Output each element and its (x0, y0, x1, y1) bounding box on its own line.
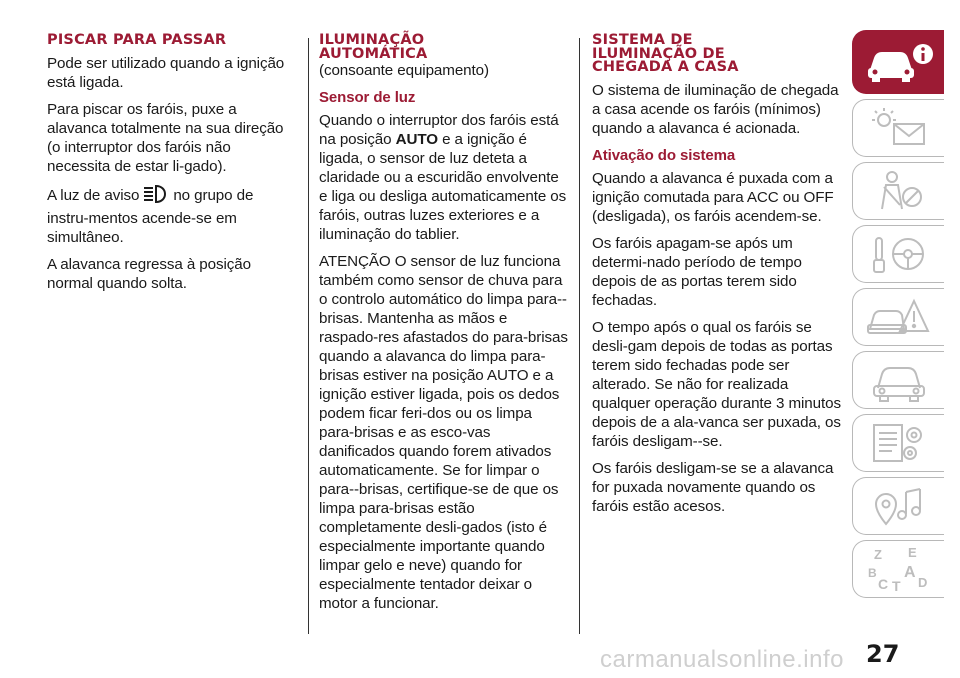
subsection-title: Ativação do sistema (592, 146, 736, 164)
alphabetical-index-icon (864, 545, 934, 593)
paragraph: Os faróis desligam-se se a alavanca for puxada novamente quando os faróis estão acesos. (592, 459, 834, 515)
column-auto-lighting (319, 34, 569, 621)
page-number: 27 (866, 640, 900, 668)
column-divider (308, 38, 309, 634)
equipment-note: (consoante equipamento) (319, 62, 489, 79)
tab-multimedia[interactable] (852, 477, 944, 535)
chapter-tabs (852, 30, 944, 603)
multimedia-icon (864, 484, 934, 528)
svg-text:Z: Z (873, 547, 882, 562)
seatbelt-airbag-icon (864, 169, 934, 213)
car-info-icon (864, 40, 934, 84)
tab-index[interactable] (852, 540, 944, 598)
column-passing-flash (47, 34, 297, 301)
car-maintenance-icon (864, 358, 934, 402)
text-span: Quando o interruptor dos faróis está na posição (319, 112, 559, 148)
text-span: no grupo de instru-mentos acende-se em simultâneo. (47, 186, 254, 246)
text-span: e a ignição é ligada, o sensor de luz deteta a claridade ou a escuridão envolvente e liga ou desliga automaticamente os faróis, outras luzes exteriores e a iluminação do tablier. (319, 131, 567, 243)
specs-gears-icon (864, 421, 934, 465)
svg-text:B: B (867, 566, 877, 580)
tab-technical-data[interactable] (852, 414, 944, 472)
paragraph: O sistema de iluminação de chegada a casa acende os faróis (mínimos) quando a alavanca é acionada. (592, 81, 839, 137)
warning-lights-icon (864, 106, 934, 150)
svg-text:C: C (877, 576, 888, 592)
section-title: PISCAR PARA PASSAR (47, 32, 227, 48)
paragraph: Quando a alavanca é puxada com a ignição comutada para ACC ou OFF (desligada), os faróis acendem-se. (592, 169, 834, 225)
paragraph: Para piscar os faróis, puxe a alavanca totalmente na sua direção (o interruptor dos faróis não necessita de estar li-gado). (47, 100, 284, 175)
auto-keyword: AUTO (395, 131, 438, 148)
paragraph: Os faróis apagam-se após um determi-nado período de tempo depois de as portas terem sido fechadas. (592, 234, 802, 309)
section-title: ILUMINAÇÃO AUTOMÁTICA (319, 32, 428, 62)
tab-warning-lights[interactable] (852, 99, 944, 157)
paragraph (319, 111, 569, 244)
subsection-title: Sensor de luz (319, 89, 416, 106)
svg-text:E: E (907, 545, 917, 560)
tab-starting-driving[interactable] (852, 225, 944, 283)
tab-maintenance[interactable] (852, 351, 944, 409)
text-span: A luz de aviso (47, 186, 140, 204)
tab-safety[interactable] (852, 162, 944, 220)
warning-paragraph: ATENÇÃO O sensor de luz funciona também como sensor de chuva para o controlo automático do limpa para--brisas. Mantenha as mãos e raspado-res afastados do para-brisas quando a alavanca do limpa para-brisas estiver na posição AUTO e a ignição estiver ligada, pois os dedos podem ficar feri-dos ou os limpa para-brisas e as esco-vas danificados quando forem ativados automaticamente. Se for limpar o para--brisas, certifique-se de que os limpa para-brisas estão completamente desli-gados (isto é especialmente importante quando limpar gelo e neve) quando for especialmente tentador deixar o motor a funcionar. (319, 253, 568, 612)
svg-text:D: D (917, 575, 927, 590)
column-divider (579, 38, 580, 634)
high-beam-icon (142, 184, 170, 209)
car-emergency-icon (864, 295, 934, 339)
svg-text:A: A (903, 564, 916, 581)
svg-text:T: T (891, 578, 901, 593)
column-follow-me-home (592, 34, 842, 524)
watermark: carmanualsonline.info (600, 646, 844, 673)
tab-car-info[interactable] (852, 30, 944, 94)
paragraph: A alavanca regressa à posição normal quando solta. (47, 255, 251, 292)
key-steering-wheel-icon (864, 232, 934, 276)
section-title: SISTEMA DE ILUMINAÇÃO DE CHEGADA A CASA (592, 32, 739, 75)
paragraph: O tempo após o qual os faróis se desli-gam depois de todas as portas terem sido fechadas pode ser alterado. Se não for realizada qualquer operação durante 3 minutos depois de a ala-vanca ser puxada, os faróis desligam--se. (592, 318, 841, 450)
tab-emergency[interactable] (852, 288, 944, 346)
paragraph-with-icon (47, 184, 297, 247)
paragraph: Pode ser utilizado quando a ignição está ligada. (47, 54, 285, 91)
